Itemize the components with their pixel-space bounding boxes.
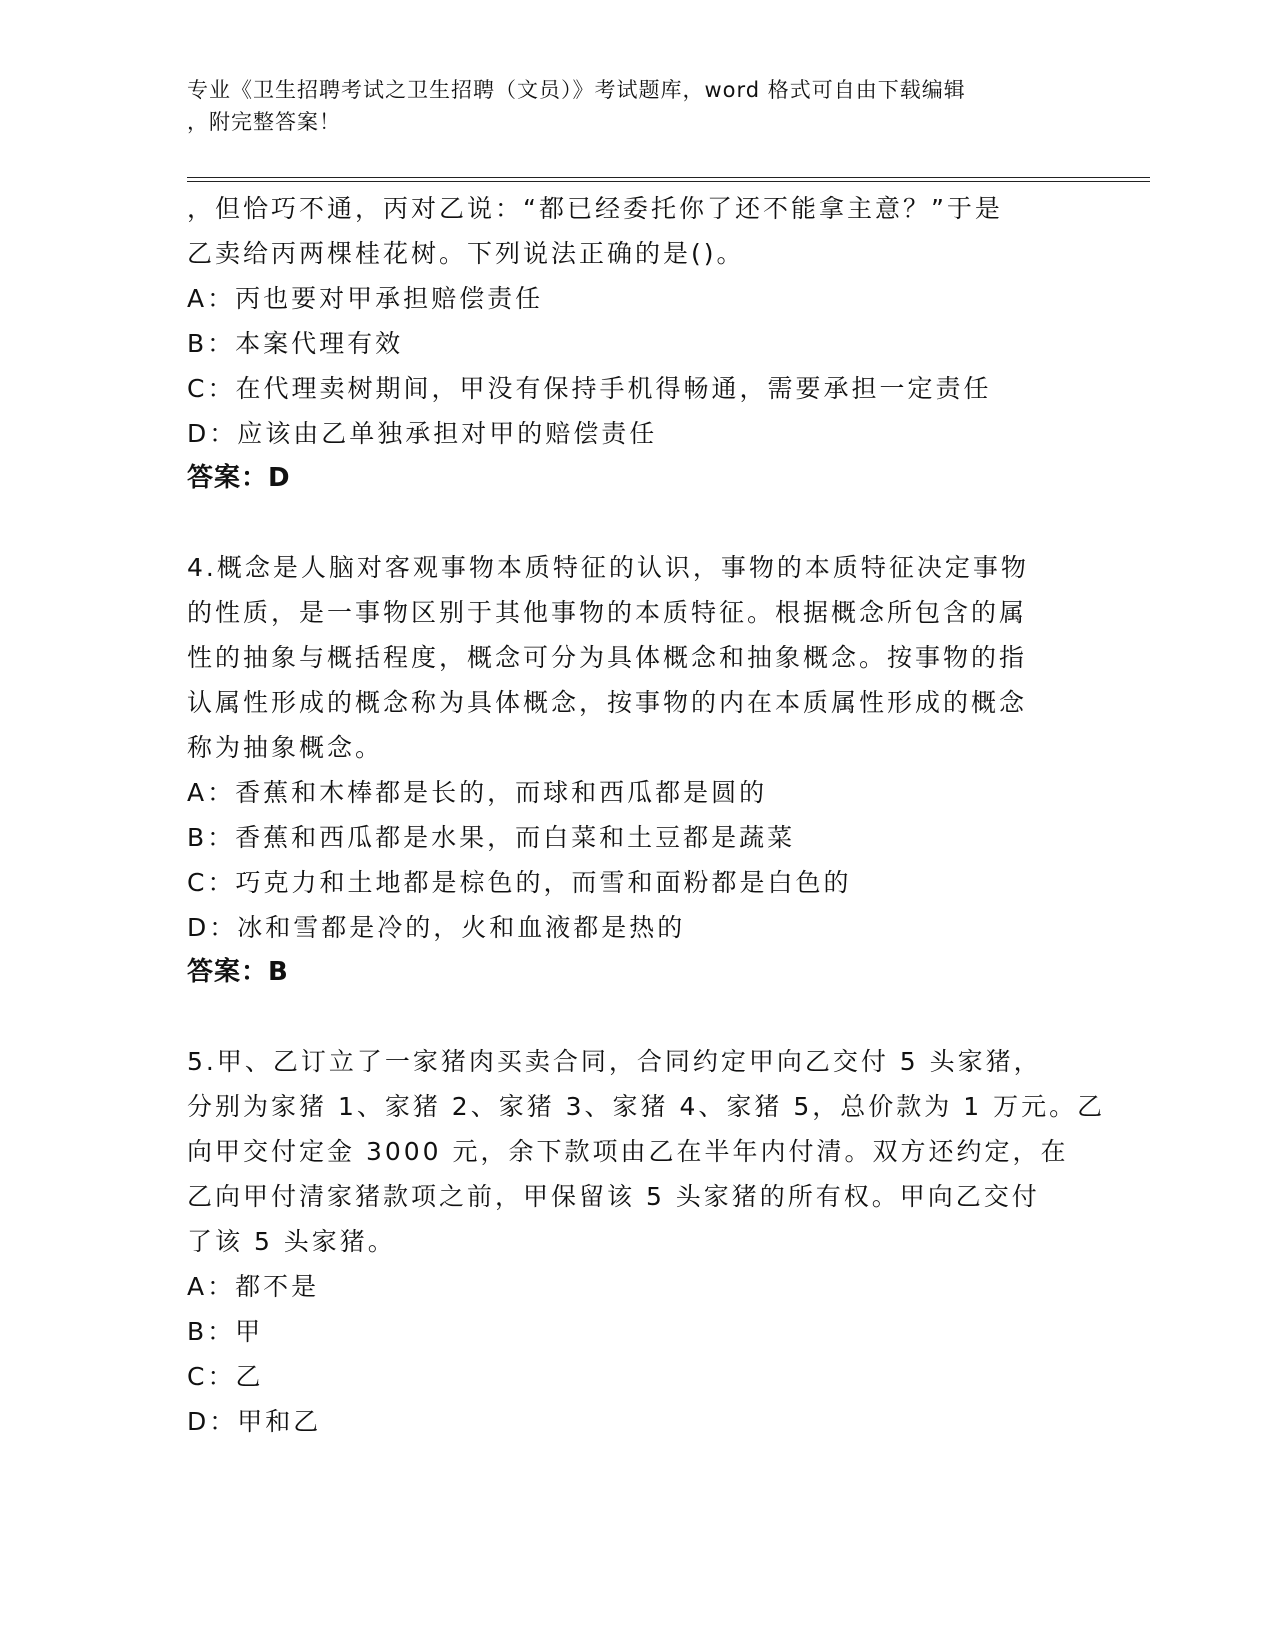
question-4-stem-line-1: 4.概念是人脑对客观事物本质特征的认识，事物的本质特征决定事物 (187, 553, 1029, 582)
question-3-answer: 答案：D (187, 463, 291, 493)
spacer (187, 995, 1087, 1039)
header-line-2: ，附完整答案！ (187, 110, 341, 134)
question-4-stem-line-4: 认属性形成的概念称为具体概念，按事物的内在本质属性形成的概念 (187, 688, 1028, 717)
question-3-option-b: B：本案代理有效 (187, 329, 404, 358)
question-5-stem-line-2: 分别为家猪 1、家猪 2、家猪 3、家猪 4、家猪 5，总价款为 1 万元。乙 (187, 1092, 1106, 1121)
question-3-option-c: C：在代理卖树期间，甲没有保持手机得畅通，需要承担一定责任 (187, 374, 992, 403)
document-body (187, 186, 1106, 1444)
question-5-stem-line-5: 了该 5 头家猪。 (187, 1227, 396, 1256)
question-4-stem-line-3: 性的抽象与概括程度，概念可分为具体概念和抽象概念。按事物的指 (187, 643, 1028, 672)
header-divider (187, 177, 1150, 182)
question-5-option-a: A：都不是 (187, 1272, 320, 1301)
question-4-option-b: B：香蕉和西瓜都是水果，而白菜和土豆都是蔬菜 (187, 823, 796, 852)
question-5-option-c: C：乙 (187, 1362, 264, 1391)
question-3-stem-line-2: 乙卖给丙两棵桂花树。下列说法正确的是()。 (187, 239, 745, 268)
question-5-stem-line-3: 向甲交付定金 3000 元，余下款项由乙在半年内付清。双方还约定，在 (187, 1137, 1069, 1166)
question-5-stem-line-1: 5.甲、乙订立了一家猪肉买卖合同，合同约定甲向乙交付 5 头家猪， (187, 1047, 1042, 1076)
question-4-option-a: A：香蕉和木棒都是长的，而球和西瓜都是圆的 (187, 778, 768, 807)
question-5-stem-line-4: 乙向甲付清家猪款项之前，甲保留该 5 头家猪的所有权。甲向乙交付 (187, 1182, 1040, 1211)
question-5-option-d: D：甲和乙 (187, 1407, 322, 1436)
question-3-option-a: A：丙也要对甲承担赔偿责任 (187, 284, 544, 313)
question-4-stem-line-5: 称为抽象概念。 (187, 733, 384, 762)
question-4 (187, 545, 1087, 995)
question-3 (187, 186, 1087, 501)
question-4-stem-line-2: 的性质，是一事物区别于其他事物的本质特征。根据概念所包含的属 (187, 598, 1028, 627)
spacer (187, 501, 1087, 545)
question-4-answer: 答案：B (187, 957, 289, 987)
question-3-stem-line-1: ，但恰巧不通，丙对乙说：“都已经委托你了还不能拿主意？”于是 (187, 194, 1003, 223)
question-5 (187, 1039, 1106, 1444)
question-3-option-d: D：应该由乙单独承担对甲的赔偿责任 (187, 419, 658, 448)
header-line-1: 专业《卫生招聘考试之卫生招聘（文员）》考试题库，word 格式可自由下载编辑 (187, 78, 966, 102)
question-4-option-d: D：冰和雪都是冷的，火和血液都是热的 (187, 913, 686, 942)
question-5-option-b: B：甲 (187, 1317, 264, 1346)
question-4-option-c: C：巧克力和土地都是棕色的，而雪和面粉都是白色的 (187, 868, 852, 897)
document-header (187, 74, 1067, 138)
